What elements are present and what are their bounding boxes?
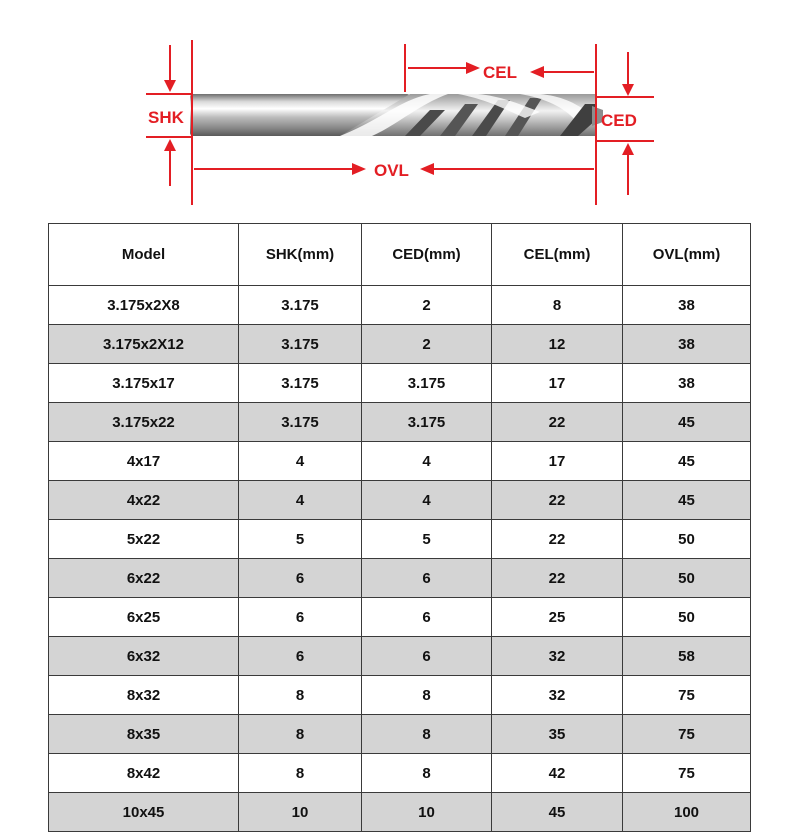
table-row xyxy=(49,559,751,598)
table-row xyxy=(49,715,751,754)
cell-ovl: 75 xyxy=(623,754,751,793)
table-row xyxy=(49,598,751,637)
cell-shk: 3.175 xyxy=(239,325,362,364)
table-row xyxy=(49,364,751,403)
cell-shk: 6 xyxy=(239,559,362,598)
cell-model: 3.175x2X8 xyxy=(49,286,239,325)
cell-shk: 3.175 xyxy=(239,286,362,325)
cell-ovl: 100 xyxy=(623,793,751,832)
header-model: Model xyxy=(49,224,239,286)
cell-ced: 8 xyxy=(362,676,492,715)
cell-ovl: 45 xyxy=(623,481,751,520)
cell-ovl: 45 xyxy=(623,442,751,481)
table-row xyxy=(49,793,751,832)
shk-label: SHK xyxy=(148,108,184,127)
cell-ovl: 45 xyxy=(623,403,751,442)
cell-cel: 8 xyxy=(492,286,623,325)
cell-ovl: 38 xyxy=(623,286,751,325)
cell-shk: 3.175 xyxy=(239,364,362,403)
cell-model: 8x35 xyxy=(49,715,239,754)
cell-shk: 10 xyxy=(239,793,362,832)
cell-model: 3.175x17 xyxy=(49,364,239,403)
cell-ovl: 58 xyxy=(623,637,751,676)
cell-shk: 8 xyxy=(239,754,362,793)
cell-shk: 4 xyxy=(239,481,362,520)
cell-ced: 10 xyxy=(362,793,492,832)
cell-cel: 22 xyxy=(492,481,623,520)
table-row xyxy=(49,520,751,559)
cell-shk: 4 xyxy=(239,442,362,481)
end-mill-dimension-diagram xyxy=(0,0,800,215)
cell-cel: 45 xyxy=(492,793,623,832)
cell-ced: 8 xyxy=(362,715,492,754)
cell-cel: 22 xyxy=(492,559,623,598)
table-row xyxy=(49,676,751,715)
cell-model: 6x25 xyxy=(49,598,239,637)
header-ced: CED(mm) xyxy=(362,224,492,286)
cell-cel: 12 xyxy=(492,325,623,364)
cell-ced: 6 xyxy=(362,637,492,676)
table-row xyxy=(49,637,751,676)
cell-ced: 5 xyxy=(362,520,492,559)
cell-ced: 3.175 xyxy=(362,403,492,442)
cell-model: 6x32 xyxy=(49,637,239,676)
spec-table xyxy=(48,223,751,832)
cell-ovl: 50 xyxy=(623,520,751,559)
cell-shk: 6 xyxy=(239,637,362,676)
cell-ovl: 75 xyxy=(623,676,751,715)
cell-model: 3.175x22 xyxy=(49,403,239,442)
header-shk: SHK(mm) xyxy=(239,224,362,286)
cell-shk: 3.175 xyxy=(239,403,362,442)
cell-model: 3.175x2X12 xyxy=(49,325,239,364)
cell-cel: 25 xyxy=(492,598,623,637)
cell-shk: 8 xyxy=(239,715,362,754)
cell-ced: 4 xyxy=(362,442,492,481)
cell-model: 8x32 xyxy=(49,676,239,715)
table-row xyxy=(49,286,751,325)
cell-ovl: 50 xyxy=(623,559,751,598)
cell-ovl: 38 xyxy=(623,364,751,403)
cell-ced: 6 xyxy=(362,598,492,637)
cell-ovl: 75 xyxy=(623,715,751,754)
cell-ced: 3.175 xyxy=(362,364,492,403)
cell-cel: 17 xyxy=(492,364,623,403)
cell-shk: 6 xyxy=(239,598,362,637)
cell-model: 10x45 xyxy=(49,793,239,832)
cell-ovl: 50 xyxy=(623,598,751,637)
table-header-row xyxy=(49,224,751,286)
cell-cel: 22 xyxy=(492,520,623,559)
cell-ced: 6 xyxy=(362,559,492,598)
cell-ovl: 38 xyxy=(623,325,751,364)
table-row xyxy=(49,442,751,481)
table-body xyxy=(49,286,751,832)
ced-label: CED xyxy=(601,111,637,130)
cell-cel: 35 xyxy=(492,715,623,754)
cell-ced: 8 xyxy=(362,754,492,793)
cel-label: CEL xyxy=(483,63,517,82)
header-ovl: OVL(mm) xyxy=(623,224,751,286)
cell-ced: 4 xyxy=(362,481,492,520)
cell-model: 5x22 xyxy=(49,520,239,559)
table-row xyxy=(49,325,751,364)
cell-cel: 22 xyxy=(492,403,623,442)
header-cel: CEL(mm) xyxy=(492,224,623,286)
cell-shk: 5 xyxy=(239,520,362,559)
spiral-end-mill-bit-icon xyxy=(190,94,603,136)
cell-model: 4x17 xyxy=(49,442,239,481)
table-row xyxy=(49,403,751,442)
ovl-label: OVL xyxy=(374,161,409,180)
cell-cel: 42 xyxy=(492,754,623,793)
table-row xyxy=(49,754,751,793)
cell-ced: 2 xyxy=(362,286,492,325)
cell-model: 6x22 xyxy=(49,559,239,598)
cell-model: 4x22 xyxy=(49,481,239,520)
cell-cel: 17 xyxy=(492,442,623,481)
cell-shk: 8 xyxy=(239,676,362,715)
cell-ced: 2 xyxy=(362,325,492,364)
table-row xyxy=(49,481,751,520)
cell-cel: 32 xyxy=(492,676,623,715)
cell-cel: 32 xyxy=(492,637,623,676)
cell-model: 8x42 xyxy=(49,754,239,793)
